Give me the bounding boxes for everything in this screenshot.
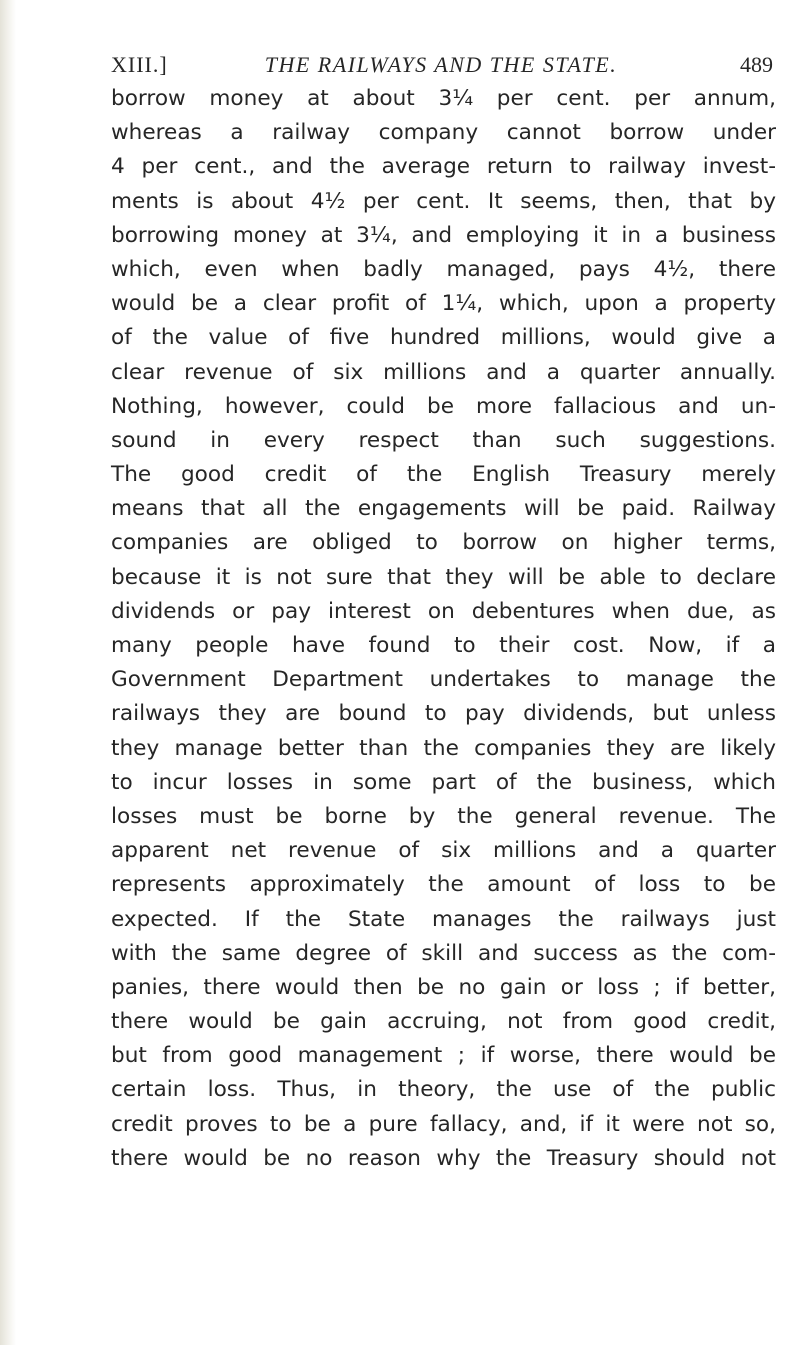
text-line: expected. If the State manages the railways just xyxy=(111,906,776,932)
text-line: there would be gain accruing, not from good credit, xyxy=(111,1009,776,1035)
text-line: Government Department undertakes to manage the xyxy=(111,667,776,693)
text-line: apparent net revenue of six millions and a quarter xyxy=(111,838,776,864)
text-line: panies, there would then be no gain or loss ; if better, xyxy=(111,974,776,1000)
text-line: ments is about 4½ per cent. It seems, then, that by xyxy=(111,188,776,214)
text-line: railways they are bound to pay dividends, but unless xyxy=(111,701,776,727)
text-line: many people have found to their cost. Now, if a xyxy=(111,633,776,658)
text-line: 4 per cent., and the average return to railway invest- xyxy=(111,154,776,180)
chapter-marker: XIII.] xyxy=(111,52,168,77)
text-line: because it is not sure that they will be able to declare xyxy=(111,564,776,590)
text-line: they manage better than the companies they are likely xyxy=(111,735,776,761)
text-line: clear revenue of six millions and a quarter annually. xyxy=(111,359,776,385)
text-line: credit proves to be a pure fallacy, and, if it were not so, xyxy=(111,1111,776,1137)
text-line: Nothing, however, could be more fallacious and un- xyxy=(111,393,776,419)
text-line: borrow money at about 3¼ per cent. per annum, xyxy=(111,86,776,111)
body-text xyxy=(111,82,776,1176)
text-line: losses must be borne by the general revenue. The xyxy=(111,803,776,829)
text-line: there would be no reason why the Treasury should not xyxy=(111,1145,776,1171)
text-line: of the value of five hundred millions, would give a xyxy=(111,325,776,351)
text-line: The good credit of the English Treasury merely xyxy=(111,462,776,488)
text-line: with the same degree of skill and success as the com- xyxy=(111,940,776,966)
text-line: would be a clear profit of 1¼, which, upon a property xyxy=(111,291,776,317)
text-line: but from good management ; if worse, there would be xyxy=(111,1043,776,1069)
text-line: certain loss. Thus, in theory, the use of the public xyxy=(111,1077,776,1103)
running-title: THE RAILWAYS AND THE STATE. xyxy=(264,52,618,77)
text-line: borrowing money at 3¼, and employing it in a business xyxy=(111,222,776,248)
text-line: dividends or pay interest on debentures when due, as xyxy=(111,598,776,624)
text-line: represents approximately the amount of loss to be xyxy=(111,872,776,898)
page-number: 489 xyxy=(740,52,773,77)
text-line: to incur losses in some part of the business, which xyxy=(111,769,776,795)
text-line: whereas a railway company cannot borrow under xyxy=(111,120,776,146)
text-line: means that all the engagements will be paid. Railway xyxy=(111,496,776,522)
running-head xyxy=(111,48,773,82)
text-line: which, even when badly managed, pays 4½, there xyxy=(111,256,776,282)
text-line: companies are obliged to borrow on higher terms, xyxy=(111,530,776,556)
text-line: sound in every respect than such suggestions. xyxy=(111,427,776,453)
